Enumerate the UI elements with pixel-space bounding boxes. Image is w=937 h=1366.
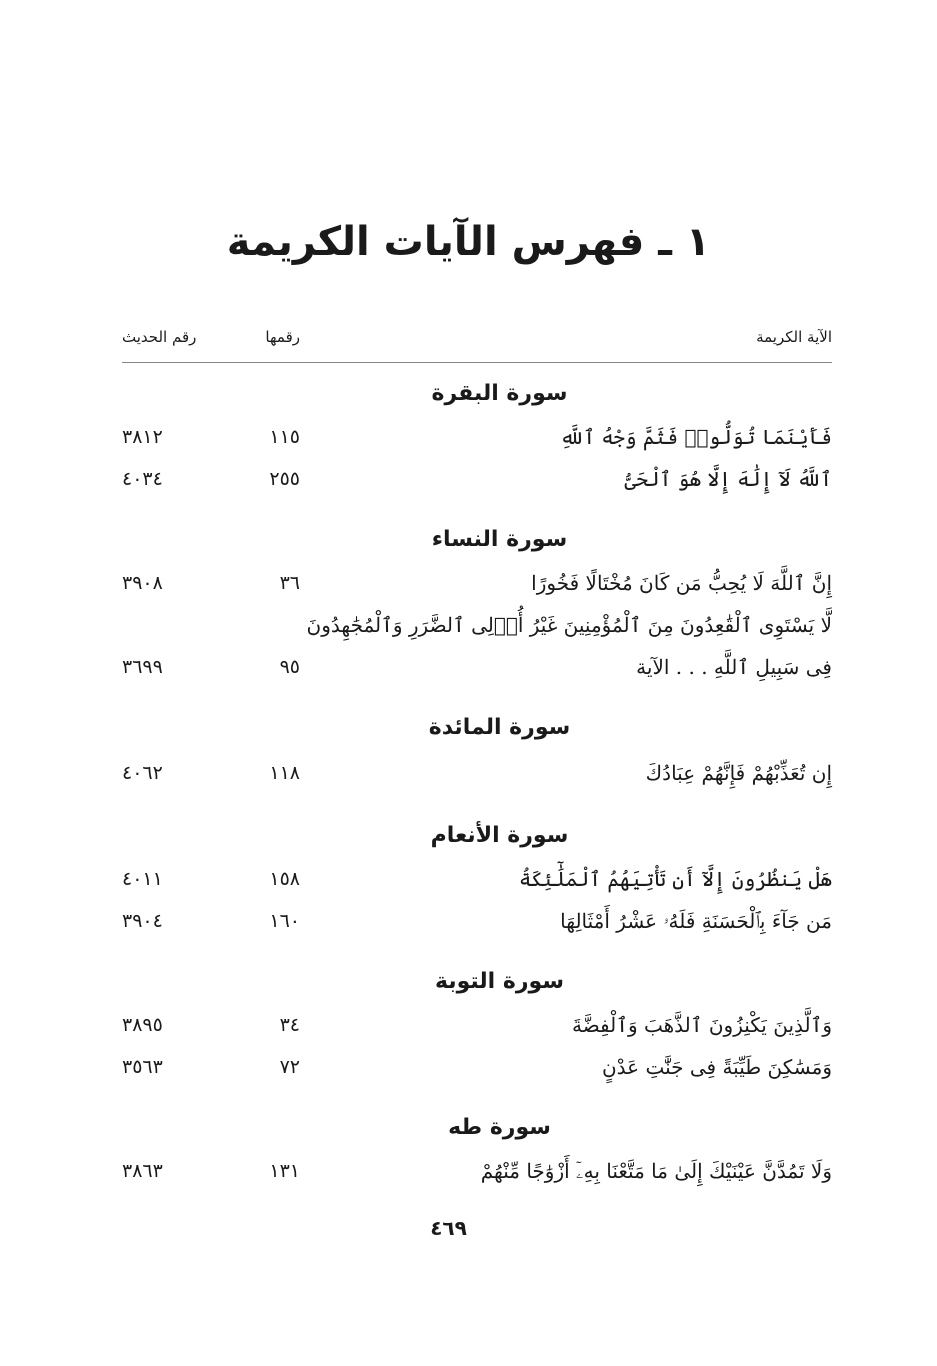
hadith-number: ٤٠٦٢	[122, 762, 163, 784]
hadith-number: ٤٠٣٤	[122, 468, 163, 490]
surah-heading: سورة البقرة	[431, 381, 568, 406]
verse-text: وَلَا تَمُدَّنَّ عَيْنَيْكَ إِلَىٰ مَا مَتَّعْنَا بِهِۦٓ أَزْوَٰجًا مِّنْهُمْ	[480, 1159, 832, 1183]
ayah-number: ١٣١	[269, 1160, 300, 1182]
page-number: ٤٦٩	[430, 1216, 467, 1240]
ayah-number: ٣٦	[279, 572, 300, 594]
table-header	[122, 328, 832, 352]
hadith-number: ٣٩٠٤	[122, 910, 163, 932]
verse-text: مَن جَآءَ بِٱلْحَسَنَةِ فَلَهُۥ عَشْرُ أَمْثَالِهَا	[560, 909, 832, 933]
table-row	[122, 750, 832, 796]
hadith-number: ٤٠١١	[122, 868, 163, 890]
ayah-number: ٩٥	[279, 656, 300, 678]
table-row	[122, 1150, 832, 1192]
surah-heading: سورة التوبة	[435, 969, 564, 994]
ayah-number: ١٦٠	[269, 910, 300, 932]
table-row	[122, 416, 832, 458]
hadith-number: ٣٨٩٥	[122, 1014, 163, 1036]
verse-text: ٱللَّهُ لَآ إِلَٰهَ إِلَّا هُوَ ٱلْحَىُّ	[624, 467, 832, 491]
surah-heading: سورة الأنعام	[430, 823, 569, 848]
hadith-number: ٣٨٦٣	[122, 1160, 163, 1182]
ayah-number: ٧٢	[279, 1056, 300, 1078]
column-header-verse: الآية الكريمة	[756, 328, 832, 346]
page-title: ١ ـ فهرس الآيات الكريمة	[226, 219, 711, 265]
verse-text: فَأَيْنَمَا تُوَلُّوا۟ فَثَمَّ وَجْهُ ٱللَّهِ	[559, 425, 832, 449]
table-row	[122, 646, 832, 688]
surah-heading: سورة المائدة	[428, 715, 571, 740]
verse-text: وَمَسَٰكِنَ طَيِّبَةً فِى جَنَّٰتِ عَدْنٍ	[601, 1055, 832, 1079]
verse-text: إِنَّ ٱللَّهَ لَا يُحِبُّ مَن كَانَ مُخْتَالًا فَخُورًا	[531, 571, 832, 595]
hadith-number: ٣٩٠٨	[122, 572, 163, 594]
table-row	[122, 900, 832, 942]
ayah-number: ١١٨	[269, 762, 300, 784]
table-row	[122, 858, 832, 900]
surah-heading: سورة طه	[448, 1115, 551, 1140]
ayah-number: ١١٥	[269, 426, 300, 448]
verse-text: فِى سَبِيلِ ٱللَّهِ . . . الآية	[636, 655, 832, 679]
table-row	[122, 1004, 832, 1046]
surah-heading: سورة النساء	[431, 527, 568, 552]
table-row	[122, 562, 832, 604]
verse-text: إِن تُعَذِّبْهُمْ فَإِنَّهُمْ عِبَادُكَ	[645, 761, 832, 785]
ayah-number: ٣٤	[279, 1014, 300, 1036]
header-divider	[122, 362, 832, 363]
hadith-number: ٣٨١٢	[122, 426, 163, 448]
table-row	[122, 1046, 832, 1088]
hadith-number: ٣٥٦٣	[122, 1056, 163, 1078]
ayah-number: ١٥٨	[269, 868, 300, 890]
column-header-hadith-number: رقم الحديث	[122, 328, 197, 346]
hadith-number: ٣٦٩٩	[122, 656, 163, 678]
verse-text: هَلْ يَنظُرُونَ إِلَّآ أَن تَأْتِيَهُمُ ٱلْمَلَٰٓئِكَةُ	[518, 867, 832, 891]
ayah-number: ٢٥٥	[269, 468, 300, 490]
column-header-ayah-number: رقمها	[265, 328, 300, 346]
table-row	[122, 458, 832, 500]
verse-text: لَّا يَسْتَوِى ٱلْقَٰعِدُونَ مِنَ ٱلْمُؤْمِنِينَ غَيْرُ أُو۟لِى ٱلضَّرَرِ وَٱلْمُجَٰهِدُونَ	[306, 613, 832, 637]
table-row	[122, 604, 832, 646]
verse-text: وَٱلَّذِينَ يَكْنِزُونَ ٱلذَّهَبَ وَٱلْفِضَّةَ	[571, 1013, 832, 1037]
verse-index-table	[122, 372, 832, 1192]
